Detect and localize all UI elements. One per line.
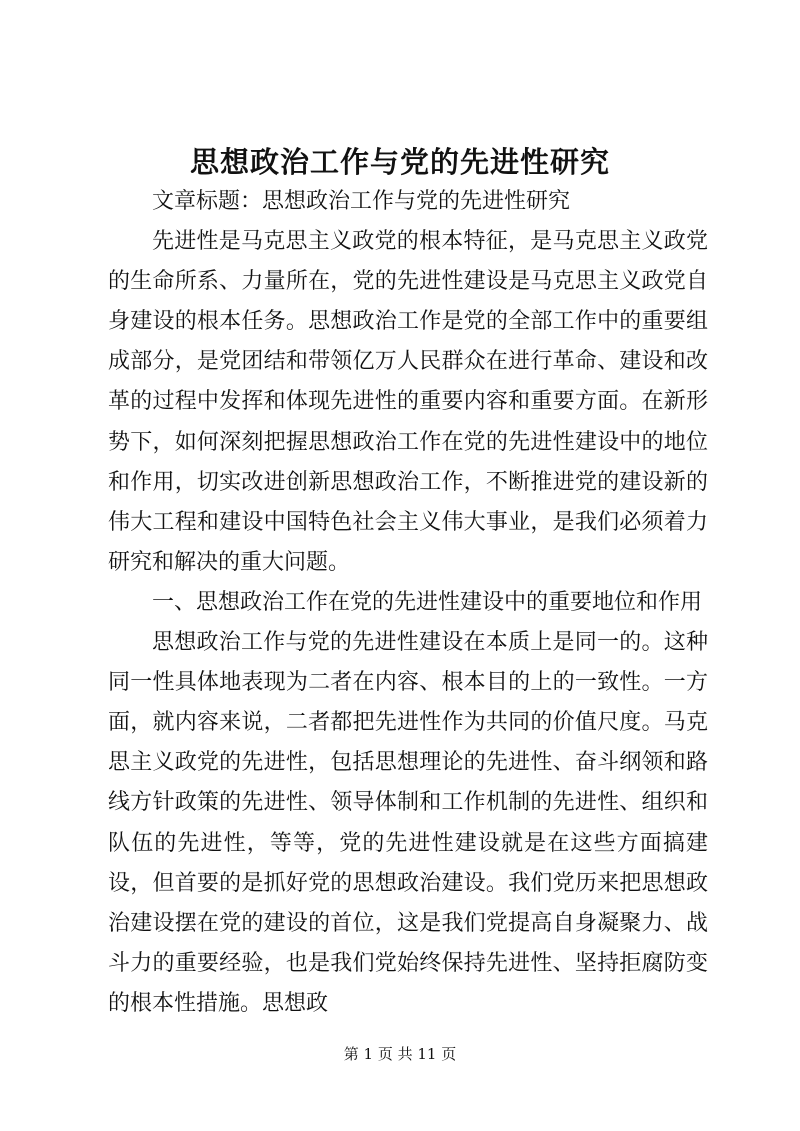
page-number-footer: 第 1 页 共 11 页 bbox=[343, 1045, 457, 1063]
article-title-line: 文章标题：思想政治工作与党的先进性研究 bbox=[152, 189, 571, 214]
document-body bbox=[108, 182, 708, 1024]
document-title: 思想政治工作与党的先进性研究 bbox=[189, 145, 610, 179]
section-paragraph: 思想政治工作与党的先进性建设在本质上是同一的。这种同一性具体地表现为二者在内容、根本目的上的一致性。一方面，就内容来说，二者都把先进性作为共同的价值尺度。马克思主义政党的先进性，包括思想理论的先进性、奋斗纲领和路线方针政策的先进性、领导体制和工作机制的先进性、组织和队伍的先进性，等等，党的先进性建设就是在这些方面搞建设，但首要的是抓好党的思想政治建设。我们党历来把思想政治建设摆在党的建设的首位，这是我们党提高自身凝聚力、战斗力的重要经验，也是我们党始终保持先进性、坚持拒腐防变的根本性措施。思想政 bbox=[108, 630, 708, 1016]
intro-paragraph: 先进性是马克思主义政党的根本特征，是马克思主义政党的生命所系、力量所在，党的先进性建设是马克思主义政党自身建设的根本任务。思想政治工作是党的全部工作中的重要组成部分，是党团结和带领亿万人民群众在进行革命、建设和改革的过程中发挥和体现先进性的重要内容和重要方面。在新形势下，如何深刻把握思想政治工作在党的先进性建设中的地位和作用，切实改进创新思想政治工作，不断推进党的建设新的伟大工程和建设中国特色社会主义伟大事业，是我们必须着力研究和解决的重大问题。 bbox=[108, 229, 708, 575]
section-heading: 一、思想政治工作在党的先进性建设中的重要地位和作用 bbox=[152, 589, 703, 615]
